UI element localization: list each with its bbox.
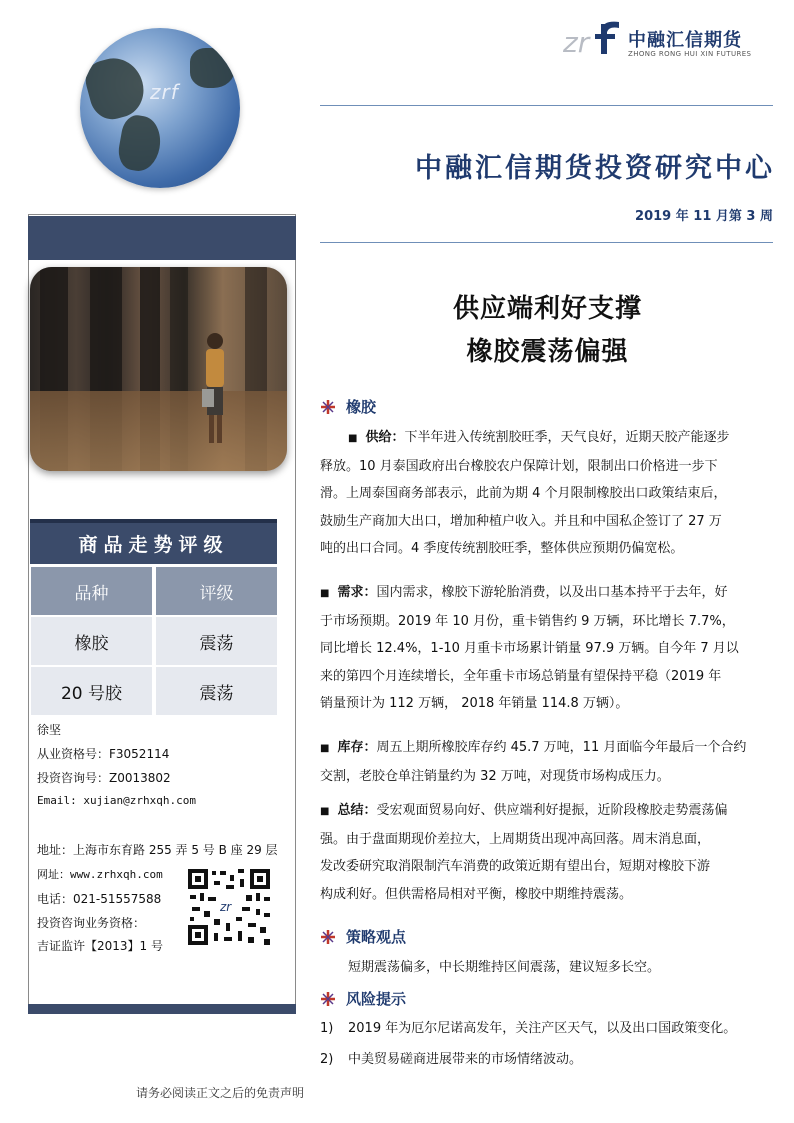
risk-item: 1) 2019 年为厄尔尼诺高发年，关注产区天气，以及出口国政策变化。 — [320, 1021, 737, 1036]
demand-paragraph: ■ 需求：国内需求，橡胶下游轮胎消费，以及出口基本持平于去年，好 于市场预期。2019 年 10 月份，重卡销售约 9 万辆，环比增长 7.7%， 同比增长 12.4%，1-10 月重卡市场累计销量 97.9 万辆。自今年 7 月以 来的第四个月连续增长，全年重卡市场总销量有望保持平稳（2019 年 销量预计为 112 万辆， 2018 年销量 114.8 万辆）。 — [320, 585, 739, 711]
company-name-cn: 中融汇信期货 — [628, 30, 742, 51]
sidebar-header-bar — [28, 216, 296, 260]
square-bullet-icon: ■ — [348, 433, 358, 444]
disclaimer-footer: 请务必阅读正文之后的免责声明 — [135, 1086, 304, 1100]
company-name-en: ZHONG RONG HUI XIN FUTURES — [628, 50, 752, 58]
analyst-license: 从业资格号：F3052114 — [37, 747, 170, 761]
summary-paragraph: ■ 总结：受宏观面贸易向好、供应端利好提振，近阶段橡胶走势震荡偏 强。由于盘面期现价差拉大，上周期货出现冲高回落。周末消息面， 发改委研究取消限制汽车消费的政策近期有望出台，短期对橡胶下游 构成利好。但供需格局相对平衡，橡胶中期维持震荡。 — [320, 803, 728, 902]
report-title-line1: 供应端利好支撑 — [452, 294, 642, 324]
report-week: 2019 年 11 月第 3 周 — [635, 209, 773, 224]
company-phone: 电话：021-51557588 — [37, 892, 162, 906]
analyst-name: 徐坚 — [37, 723, 62, 737]
rating-cell: 橡胶 — [31, 617, 152, 665]
qualification-number: 吉证监许【2013】1 号 — [37, 939, 163, 953]
globe-logo-image — [80, 28, 240, 188]
globe-logo-text: zrf — [150, 80, 179, 104]
company-address: 地址：上海市东育路 255 弄 5 号 B 座 29 层 — [37, 843, 278, 857]
square-bullet-icon: ■ — [320, 588, 330, 599]
rating-cell: 震荡 — [156, 617, 277, 665]
analyst-email[interactable]: Email: xujian@zrhxqh.com — [37, 794, 196, 807]
qualification-label: 投资咨询业务资格： — [37, 916, 146, 930]
company-logo-icon — [563, 20, 623, 58]
company-website[interactable]: 网址：www.zrhxqh.com — [37, 868, 163, 881]
section-bullet-icon — [320, 929, 336, 945]
supply-paragraph: ■ 供给：下半年进入传统割胶旺季，天气良好，近期天胶产能逐步 释放。10 月泰国政府出台橡胶农户保障计划，限制出口价格进一步下 滑。上周泰国商务部表示，此前为期 4 个月限制橡胶出口政策结束后， 鼓励生产商加大出口，增加种植户收入。并且和中国私企签订了 27 万 吨的出口合同。4 季度传统割胶旺季，整体供应预期仍偏宽松。 — [320, 430, 730, 556]
section-rubber: 橡胶 — [320, 396, 376, 417]
stock-paragraph: ■ 库存：周五上期所橡胶库存约 45.7 万吨，11 月面临今年最后一个合约 交割，老胶仓单注销量约为 32 万吨，对现货市场构成压力。 — [320, 740, 747, 784]
qr-code-icon — [186, 867, 272, 947]
sidebar-footer-bar — [28, 1004, 296, 1014]
rubber-tapping-photo — [30, 267, 287, 471]
header-divider-bottom — [320, 242, 773, 243]
section-bullet-icon — [320, 399, 336, 415]
rating-cell: 震荡 — [156, 667, 277, 715]
header-divider-top — [320, 105, 773, 106]
report-title-line2: 橡胶震荡偏强 — [466, 337, 629, 367]
rating-heading: 商品走势评级 — [30, 519, 277, 564]
strategy-text: 短期震荡偏多，中长期维持区间震荡，建议短多长空。 — [348, 960, 661, 975]
analyst-consult-number: 投资咨询号：Z0013802 — [37, 771, 171, 785]
square-bullet-icon: ■ — [320, 743, 330, 754]
org-title: 中融汇信期货投资研究中心 — [415, 153, 775, 184]
rating-cell: 20 号胶 — [31, 667, 152, 715]
square-bullet-icon: ■ — [320, 806, 330, 817]
rating-col-header: 品种 — [31, 567, 152, 615]
rating-col-header: 评级 — [156, 567, 277, 615]
section-strategy: 策略观点 — [320, 926, 406, 947]
section-bullet-icon — [320, 991, 336, 1007]
svg-text:zr: zr — [220, 900, 232, 914]
risk-item: 2) 中美贸易磋商进展带来的市场情绪波动。 — [320, 1052, 583, 1067]
section-risk: 风险提示 — [320, 988, 406, 1009]
svg-text:zr: zr — [563, 26, 590, 58]
